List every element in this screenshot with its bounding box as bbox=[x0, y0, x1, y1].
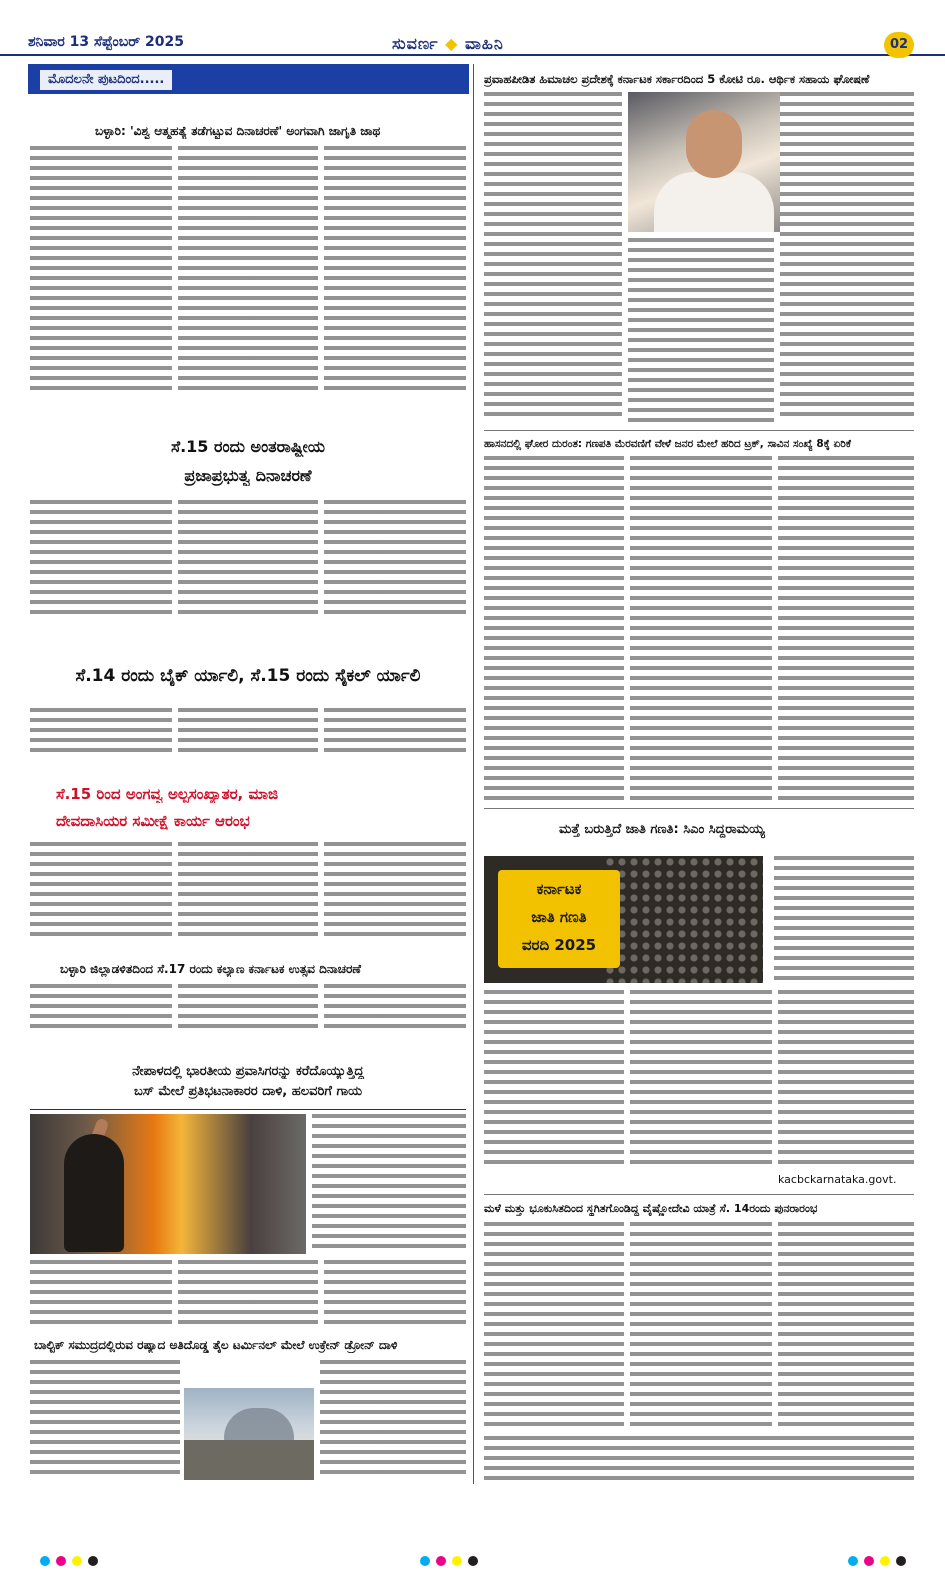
article-headline: ಬಸ್ ಮೇಲೆ ಪ್ರತಿಭಟನಾಕಾರರ ದಾಳಿ, ಹಲವರಿಗೆ ಗಾಯ bbox=[133, 1084, 363, 1099]
article-headline: ಮತ್ತೆ ಬರುತ್ತಿದೆ ಜಾತಿ ಗಣತಿ: ಸಿಎಂ ಸಿದ್ದರಾಮಯ್ಯ bbox=[559, 822, 765, 837]
newspaper-logo bbox=[392, 34, 504, 54]
print-registration-bar bbox=[0, 1548, 945, 1574]
caste-census-graphic bbox=[484, 856, 763, 983]
article-body bbox=[774, 856, 914, 983]
section-label: ಮೊದಲನೇ ಪುಟದಿಂದ..... bbox=[40, 70, 172, 90]
registration-dot bbox=[420, 1556, 430, 1566]
article-headline: ಸೆ.15 ರಂದು ಅಂತರಾಷ್ಟ್ರೀಯ bbox=[170, 437, 326, 456]
section-banner bbox=[28, 64, 469, 94]
lamp-icon: ◆ bbox=[445, 34, 459, 53]
column-divider bbox=[473, 64, 474, 1484]
registration-dot bbox=[880, 1556, 890, 1566]
logo-part-2: ವಾಹಿನಿ bbox=[464, 34, 504, 53]
article-body bbox=[30, 500, 466, 620]
cm-siddaramaiah-photo bbox=[628, 92, 780, 232]
article-body bbox=[30, 984, 466, 1032]
drone-attack-smoke-photo bbox=[184, 1388, 314, 1480]
census-card-line: ವರದಿ 2025 bbox=[521, 936, 597, 954]
article-headline: ನೇಪಾಳದಲ್ಲಿ ಭಾರತೀಯ ಪ್ರವಾಸಿಗರನ್ನು ಕರೆದೊಯ್ಯುತ್ತಿದ್ದ bbox=[132, 1064, 364, 1079]
divider bbox=[484, 808, 914, 809]
article-body bbox=[484, 990, 914, 1168]
divider bbox=[484, 1194, 914, 1195]
article-body bbox=[484, 456, 914, 800]
article-body bbox=[30, 146, 466, 396]
article-body bbox=[312, 1114, 466, 1254]
article-headline: ಬಳ್ಳಾರಿ ಜಿಲ್ಲಾಡಳಿತದಿಂದ ಸೆ.17 ರಂದು ಕಲ್ಯಾಣ ಕರ್ನಾಟಕ ಉತ್ಸವ ದಿನಾಚರಣೆ bbox=[60, 962, 362, 976]
article-headline: ಹಾಸನದಲ್ಲಿ ಘೋರ ದುರಂತ: ಗಣಪತಿ ಮೆರವಣಿಗೆ ವೇಳೆ ಜನರ ಮೇಲೆ ಹರಿದ ಟ್ರಕ್, ಸಾವಿನ ಸಂಖ್ಯೆ 8ಕ್ಕೆ ಏರಿಕೆ bbox=[484, 438, 851, 450]
registration-dot bbox=[436, 1556, 446, 1566]
article-headline: ದೇವದಾಸಿಯರ ಸಮೀಕ್ಷೆ ಕಾರ್ಯ ಆರಂಭ bbox=[56, 812, 250, 830]
census-card bbox=[498, 870, 620, 968]
article-headline: ಬಳ್ಳಾರಿ: 'ವಿಶ್ವ ಆತ್ಮಹತ್ಯೆ ತಡೆಗಟ್ಟುವ ದಿನಾಚರಣೆ' ಅಂಗವಾಗಿ ಜಾಗೃತಿ ಜಾಥ bbox=[95, 124, 381, 138]
article-body bbox=[320, 1360, 466, 1480]
registration-dot bbox=[40, 1556, 50, 1566]
protest-fire-photo bbox=[30, 1114, 306, 1254]
registration-dot bbox=[56, 1556, 66, 1566]
registration-dot bbox=[452, 1556, 462, 1566]
article-body bbox=[780, 92, 914, 422]
article-headline: ಸೆ.15 ರಿಂದ ಅಂಗವ್ವ ಅಲ್ಪಸಂಖ್ಯಾತರ, ಮಾಜಿ bbox=[56, 785, 279, 803]
logo-part-1: ಸುವರ್ಣ bbox=[392, 34, 439, 53]
website-link[interactable]: kacbckarnataka.govt. bbox=[778, 1173, 897, 1186]
registration-dot bbox=[468, 1556, 478, 1566]
divider bbox=[484, 430, 914, 431]
article-headline: ಬಾಲ್ಟಿಕ್ ಸಮುದ್ರದಲ್ಲಿರುವ ರಷ್ಯಾದ ಅತಿದೊಡ್ಡ ತೈಲ ಟರ್ಮಿನಲ್ ಮೇಲೆ ಉಕ್ರೇನ್ ಡ್ರೋನ್ ದಾಳಿ bbox=[34, 1338, 398, 1352]
registration-dot bbox=[848, 1556, 858, 1566]
page-number-badge: 02 bbox=[884, 32, 914, 58]
article-body bbox=[484, 1222, 914, 1430]
article-body bbox=[484, 92, 622, 422]
registration-dot bbox=[88, 1556, 98, 1566]
article-body bbox=[30, 1260, 466, 1326]
article-headline: ಪ್ರವಾಹಪೀಡಿತ ಹಿಮಾಚಲ ಪ್ರದೇಶಕ್ಕೆ ಕರ್ನಾಟಕ ಸರ್ಕಾರದಿಂದ 5 ಕೋಟಿ ರೂ. ಆರ್ಥಿಕ ಸಹಾಯ ಘೋಷಣೆ bbox=[484, 72, 870, 86]
article-body bbox=[484, 1436, 914, 1482]
registration-dot bbox=[72, 1556, 82, 1566]
issue-date: ಶನಿವಾರ 13 ಸೆಪ್ಟೆಂಬರ್ 2025 bbox=[28, 34, 185, 50]
article-headline: ಸೆ.14 ರಂದು ಬೈಕ್ ರ್ಯಾಲಿ, ಸೆ.15 ರಂದು ಸೈಕಲ್ ರ್ಯಾಲಿ bbox=[75, 666, 421, 686]
registration-dot bbox=[896, 1556, 906, 1566]
census-card-line: ಜಾತಿ ಗಣತಿ bbox=[531, 908, 587, 926]
article-body bbox=[628, 238, 774, 422]
masthead bbox=[0, 0, 945, 56]
article-headline: ಪ್ರಜಾಪ್ರಭುತ್ವ ದಿನಾಚರಣೆ bbox=[184, 466, 312, 485]
article-body bbox=[30, 708, 466, 754]
registration-dot bbox=[864, 1556, 874, 1566]
article-headline: ಮಳೆ ಮತ್ತು ಭೂಕುಸಿತದಿಂದ ಸ್ಥಗಿತಗೊಂಡಿದ್ದ ವೈಷ್ಣೋದೇವಿ ಯಾತ್ರೆ ಸೆ. 14ರಂದು ಪುನರಾರಂಭ bbox=[484, 1202, 818, 1215]
census-card-line: ಕರ್ನಾಟಕ bbox=[536, 880, 582, 898]
article-body bbox=[30, 842, 466, 940]
article-body bbox=[30, 1360, 180, 1480]
